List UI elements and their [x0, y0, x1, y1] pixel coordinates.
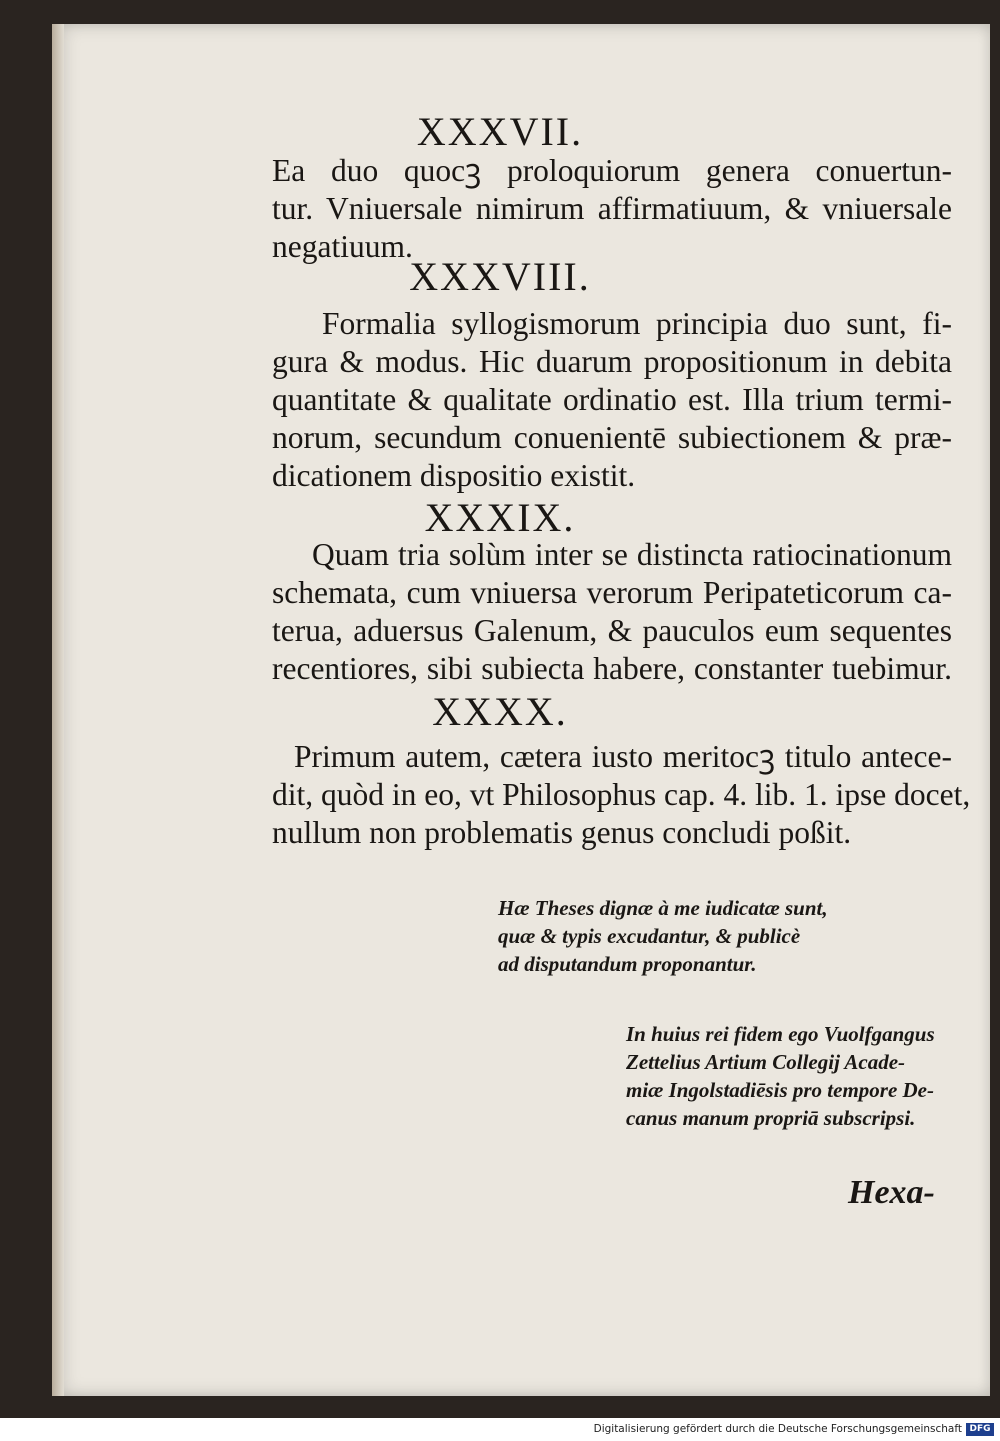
text-line: quæ & typis excudantur, & publicè	[498, 924, 801, 948]
thesis-text-37	[272, 152, 952, 266]
text-line: miæ Ingolstadiēsis pro tempore De-	[626, 1078, 934, 1102]
thesis-text-40	[272, 738, 971, 852]
text-line: canus manum propriā subscripsi.	[626, 1106, 916, 1130]
text-line: recentiores, sibi subiecta habere, constanter tuebimur.	[272, 651, 952, 686]
text-line: Quam tria solùm inter se distincta ratiocinationum	[312, 537, 952, 572]
thesis-heading-39: XXXIX.	[424, 495, 576, 540]
text-line: Ea duo quocꝫ proloquiorum genera conuertun-	[272, 153, 952, 188]
text-line: nullum non problematis genus concludi poßit.	[272, 815, 852, 850]
funding-credit: Digitalisierung gefördert durch die Deutsche Forschungsgemeinschaft	[593, 1423, 962, 1435]
text-line: quantitate & qualitate ordinatio est. Illa trium termi-	[272, 382, 952, 417]
text-line: In huius rei fidem ego Vuolfgangus	[626, 1022, 935, 1046]
thesis-text-39	[272, 536, 952, 688]
thesis-heading-40: XXXX.	[432, 689, 568, 734]
text-line: ad disputandum proponantur.	[498, 952, 757, 976]
text-line: schemata, cum vniuersa verorum Peripateticorum ca-	[272, 575, 952, 610]
footer-bar	[0, 1418, 1000, 1441]
text-line: negatiuum.	[272, 229, 413, 264]
thesis-text-38	[272, 305, 952, 495]
text-line: gura & modus. Hic duarum propositionum in debita	[272, 344, 952, 379]
thesis-heading-37: XXXVII.	[416, 109, 584, 154]
dfg-logo-icon: DFG	[966, 1423, 994, 1436]
text-line: dicationem dispositio existit.	[272, 458, 636, 493]
text-line: norum, secundum conuenientē subiectionem & præ-	[272, 420, 952, 455]
text-line: Hæ Theses dignæ à me iudicatæ sunt,	[498, 896, 828, 920]
thesis-heading-38: XXXVIII.	[409, 254, 591, 299]
attestation-note	[626, 1020, 935, 1132]
text-line: Formalia syllogismorum principia duo sunt, fi-	[322, 306, 952, 341]
text-line: terua, aduersus Galenum, & pauculos eum sequentes	[272, 613, 952, 648]
text-line: dit, quòd in eo, vt Philosophus cap. 4. lib. 1. ipse docet,	[272, 777, 971, 812]
text-line: tur. Vniuersale nimirum affirmatiuum, & vniuersale	[272, 191, 952, 226]
approval-note	[498, 894, 828, 978]
text-line: Zettelius Artium Collegij Acade-	[626, 1050, 906, 1074]
catchword: Hexa-	[848, 1174, 935, 1211]
text-line: Primum autem, cætera iusto meritocꝫ titulo antece-	[294, 739, 952, 774]
